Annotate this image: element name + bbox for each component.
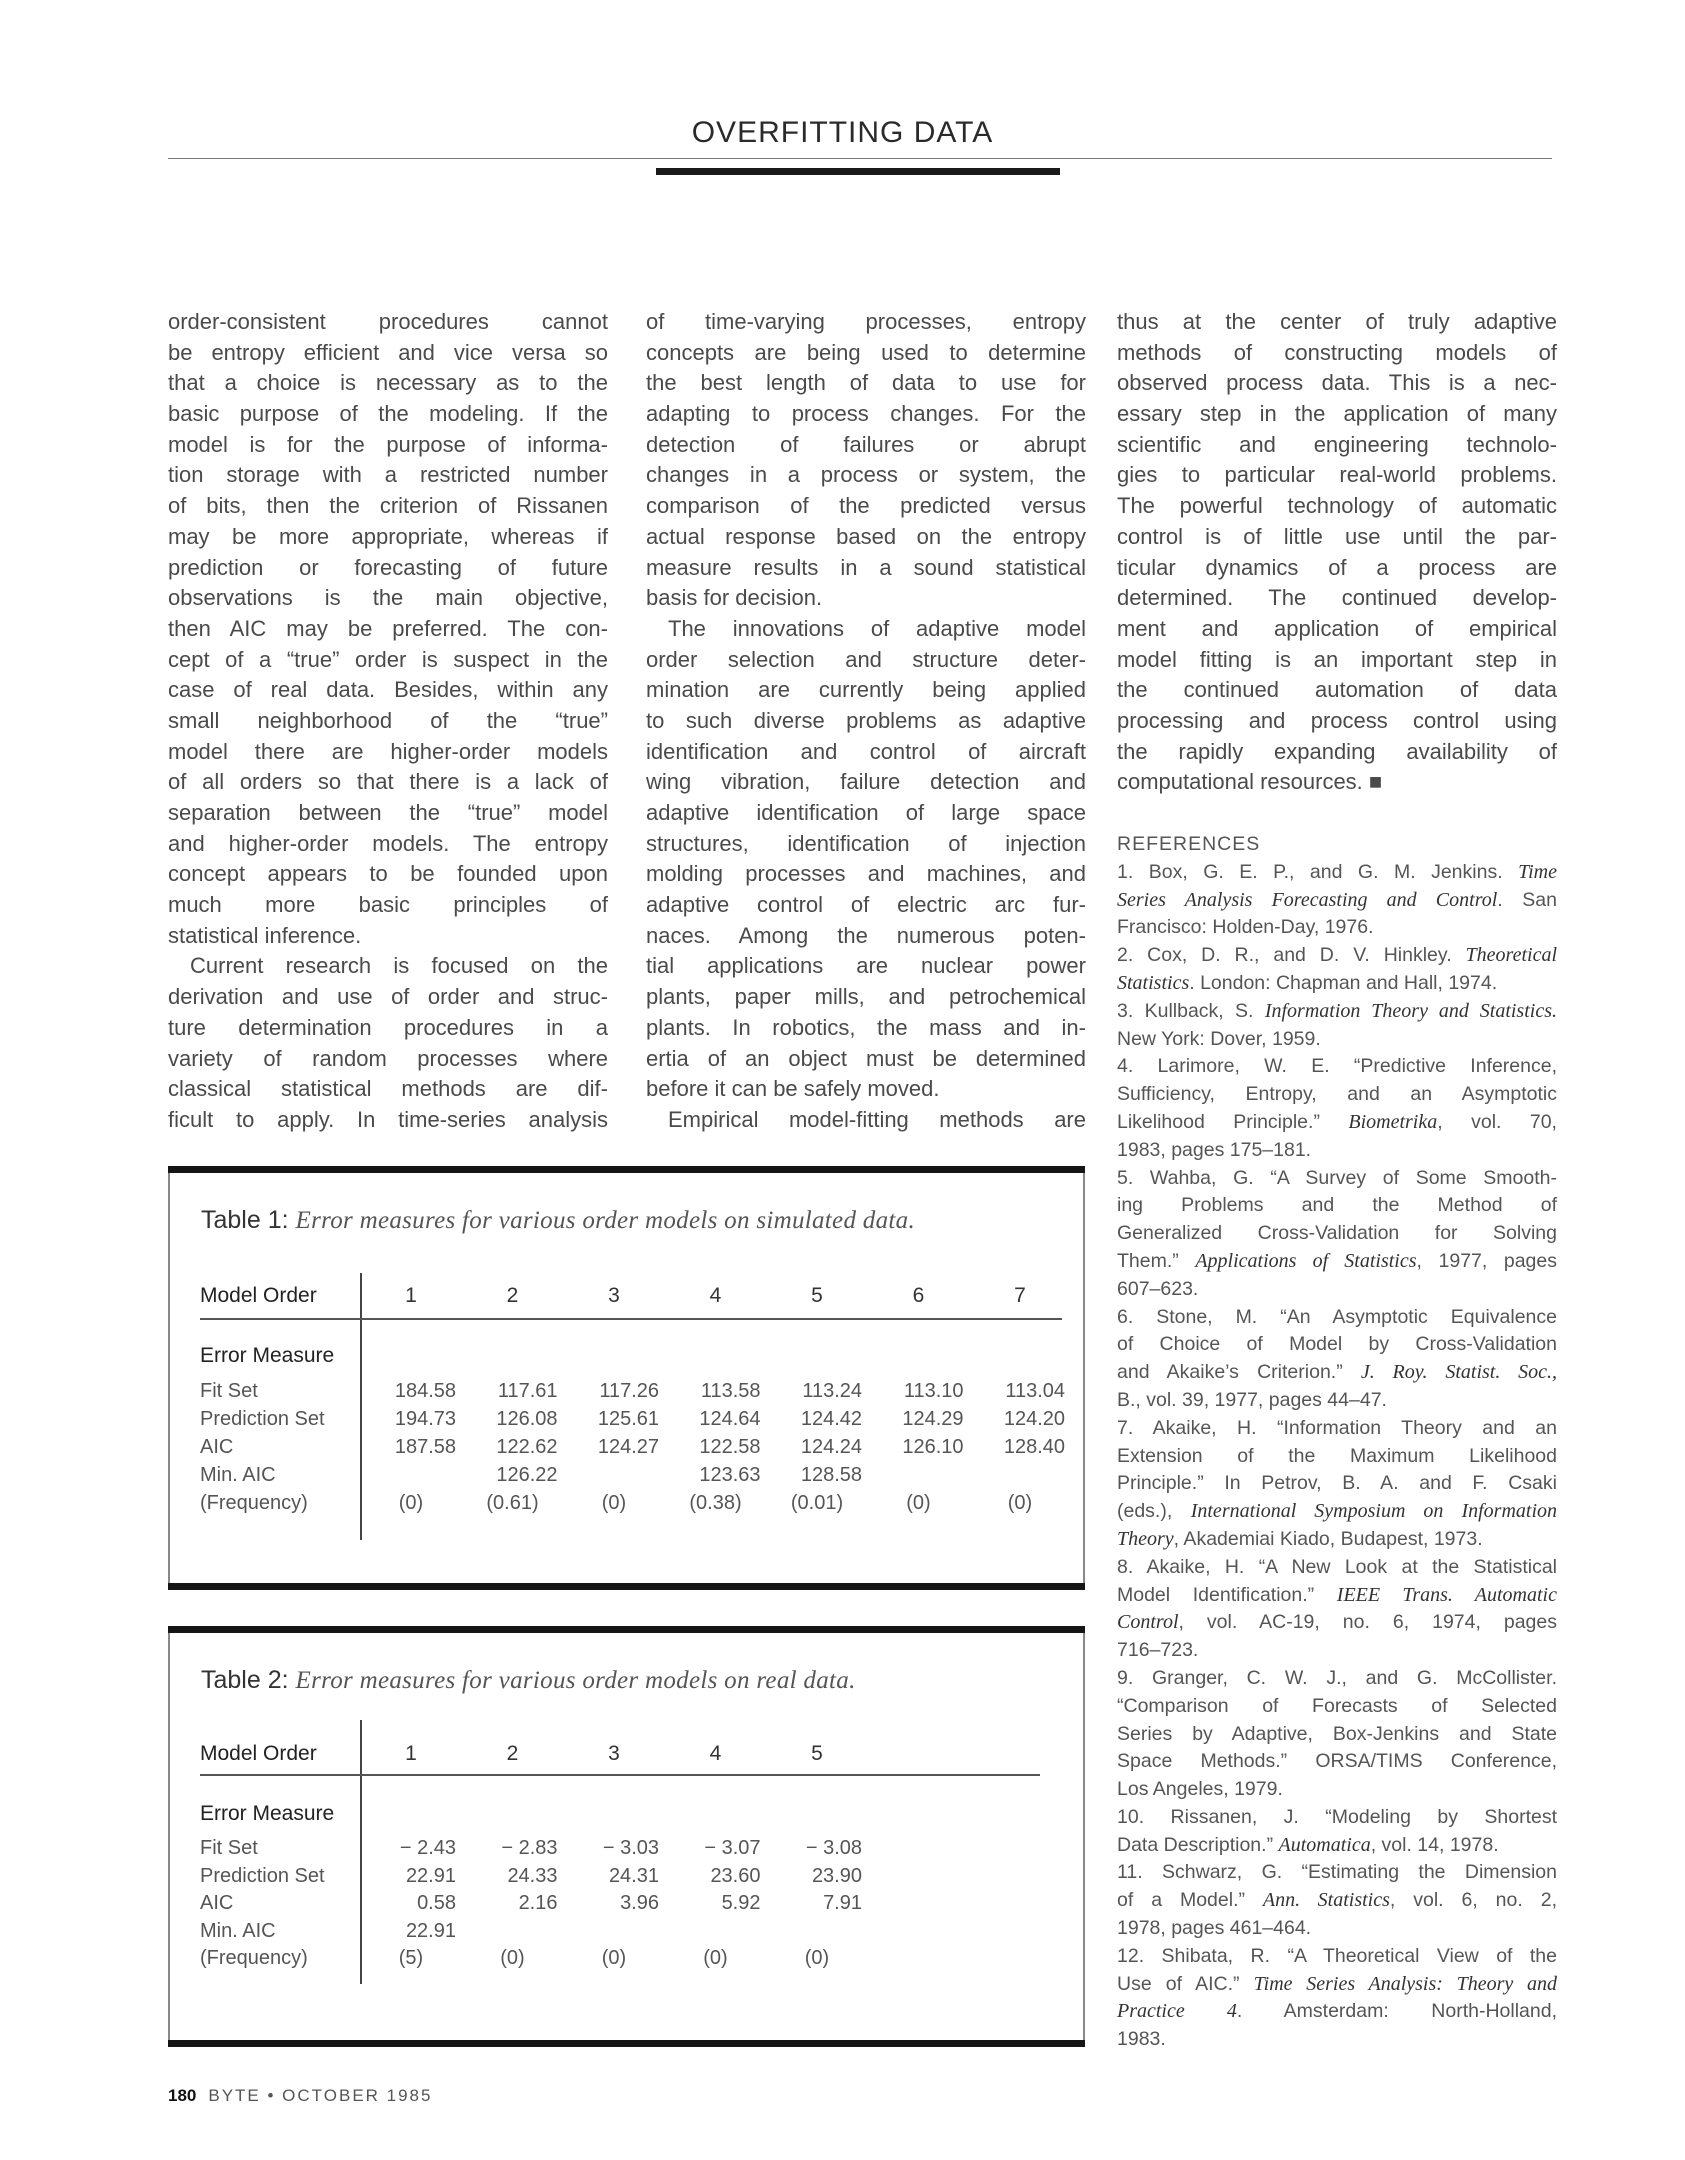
- reference-text: 5. Wahba, G. “A Survey of Some Smooth-: [1117, 1166, 1557, 1189]
- table-cell: 113.04: [1005, 1380, 1065, 1402]
- text-line: statistical inference.: [168, 922, 362, 948]
- table-caption-text: Error measures for various order models on simulated data.: [295, 1207, 915, 1234]
- body-column-2: [646, 307, 1086, 1136]
- reference-item: [1117, 942, 1557, 998]
- page-number: 180: [168, 2086, 197, 2105]
- table-bottom-bar: [168, 2040, 1085, 2047]
- table-header-rule: [200, 1774, 1040, 1776]
- reference-title: J. Roy. Statist. Soc.,: [1360, 1361, 1557, 1384]
- reference-line: [1117, 1192, 1557, 1220]
- table-vertical-rule: [360, 1720, 362, 1984]
- text-line: the rapidly expanding availability of: [1117, 738, 1557, 764]
- text-line: computational resources. ■: [1117, 769, 1383, 795]
- reference-item: [1117, 1554, 1557, 1665]
- reference-line: [1117, 914, 1557, 942]
- reference-line: [1117, 1582, 1557, 1610]
- model-order-4: 4: [709, 1742, 722, 1765]
- reference-text: , vol. 6, no. 2,: [1389, 1889, 1557, 1912]
- table-cell: 128.40: [1003, 1436, 1065, 1458]
- reference-line: [1117, 970, 1557, 998]
- reference-text: 9. Granger, C. W. J., and G. McCollister.: [1117, 1666, 1557, 1689]
- reference-text: . San: [1497, 888, 1557, 911]
- table-cell: 117.61: [497, 1380, 558, 1402]
- table-cell: 5.92: [721, 1892, 761, 1914]
- table-vertical-rule: [360, 1273, 362, 1540]
- reference-line: [1117, 998, 1557, 1026]
- reference-title: Series Analysis Forecasting and Control: [1117, 888, 1498, 911]
- body-column-1: [168, 307, 608, 1136]
- table-cell: (0.61): [486, 1492, 539, 1514]
- text-line: may be more appropriate, whereas if: [168, 523, 608, 549]
- reference-title: Practice 4: [1117, 2000, 1237, 2023]
- text-line: Current research is focused on the: [190, 953, 608, 979]
- table-top-bar: [168, 1166, 1085, 1173]
- table-cell: − 3.08: [805, 1837, 862, 1859]
- reference-line: [1117, 1637, 1557, 1665]
- reference-title: Applications of Statistics: [1195, 1249, 1417, 1272]
- reference-text: Use of AIC.”: [1117, 1972, 1254, 1995]
- table-cell: 125.61: [597, 1408, 659, 1430]
- text-line: of bits, then the criterion of Rissanen: [168, 493, 608, 519]
- model-order-4: 4: [709, 1284, 722, 1307]
- table-cell: (0): [601, 1947, 627, 1969]
- row-label: AIC: [200, 1436, 234, 1458]
- text-line: model is for the purpose of informa-: [168, 431, 608, 457]
- reference-text: Space Methods.” ORSA/TIMS Conference,: [1117, 1750, 1557, 1773]
- reference-text: 12. Shibata, R. “A Theoretical View of the: [1117, 1944, 1557, 1967]
- table-cell: 124.64: [699, 1408, 761, 1430]
- text-line: then AIC may be preferred. The con-: [168, 615, 608, 641]
- text-line: small neighborhood of the “true”: [168, 707, 608, 733]
- reference-text: Sufficiency, Entropy, and an Asymptotic: [1117, 1083, 1557, 1106]
- reference-line: [1117, 1248, 1557, 1276]
- body-column-3: [1117, 307, 1557, 798]
- model-order-6: 6: [912, 1284, 925, 1307]
- reference-text: 2. Cox, D. R., and D. V. Hinkley.: [1117, 944, 1466, 967]
- reference-text: Data Description.”: [1117, 1833, 1279, 1856]
- text-line: comparison of the predicted versus: [646, 493, 1086, 519]
- reference-text: Los Angeles, 1979.: [1117, 1778, 1283, 1801]
- model-order-3: 3: [608, 1742, 620, 1765]
- text-line: The innovations of adaptive model: [668, 615, 1086, 641]
- text-line: essary step in the application of many: [1117, 401, 1557, 427]
- table-cell: 3.96: [620, 1892, 659, 1914]
- reference-line: [1117, 2026, 1557, 2054]
- reference-text: Principle.” In Petrov, B. A. and F. Csaki: [1117, 1472, 1557, 1495]
- table-cell: 22.91: [405, 1864, 456, 1887]
- row-label: (Frequency): [200, 1492, 308, 1514]
- reference-line: [1117, 1693, 1557, 1721]
- reference-line: [1117, 1971, 1557, 1999]
- model-order-1: 1: [405, 1284, 417, 1307]
- text-line: order selection and structure deter-: [646, 646, 1086, 672]
- reference-text: 11. Schwarz, G. “Estimating the Dimension: [1117, 1861, 1557, 1884]
- reference-line: [1117, 1304, 1557, 1332]
- reference-text: of Choice of Model by Cross-Validation: [1117, 1333, 1557, 1356]
- reference-text: , vol. 70,: [1437, 1110, 1557, 1133]
- text-line: and higher-order models. The entropy: [168, 830, 608, 856]
- text-line: methods of constructing models of: [1117, 339, 1557, 365]
- reference-line: [1117, 1165, 1557, 1193]
- reference-item: [1117, 1943, 1557, 2054]
- table-label: Table 1:: [201, 1206, 289, 1234]
- reference-item: [1117, 1804, 1557, 1860]
- reference-text: 10. Rissanen, J. “Modeling by Shortest: [1117, 1805, 1557, 1828]
- text-line: derivation and use of order and struc-: [168, 984, 608, 1010]
- reference-title: Theoretical: [1465, 944, 1557, 967]
- table-cell: 24.33: [507, 1864, 558, 1887]
- table-cell: 122.58: [699, 1436, 761, 1458]
- publication-info: BYTE • OCTOBER 1985: [208, 2086, 433, 2105]
- reference-line: [1117, 859, 1557, 887]
- row-label: Fit Set: [200, 1380, 258, 1402]
- table-cell: (0): [1007, 1492, 1033, 1514]
- table-caption: [201, 1206, 915, 1235]
- reference-title: Ann. Statistics: [1262, 1889, 1390, 1912]
- table-cell: 122.62: [496, 1436, 558, 1458]
- row-label: (Frequency): [200, 1947, 308, 1969]
- table-cell: 126.22: [496, 1464, 558, 1486]
- text-line: that a choice is necessary as to the: [168, 370, 608, 396]
- row-label: Min. AIC: [200, 1919, 276, 1942]
- reference-text: Extension of the Maximum Likelihood: [1117, 1444, 1557, 1467]
- text-line: of all orders so that there is a lack of: [168, 769, 608, 795]
- table-cell: (5): [398, 1947, 424, 1969]
- text-line: adapting to process changes. For the: [646, 401, 1086, 427]
- text-line: processing and process control using: [1117, 707, 1557, 733]
- reference-line: [1117, 1220, 1557, 1248]
- reference-text: 716–723.: [1117, 1639, 1199, 1662]
- table-cell: − 2.43: [399, 1837, 456, 1859]
- table-cell: 7.91: [823, 1892, 862, 1914]
- table-cell: (0.38): [689, 1492, 742, 1514]
- reference-line: [1117, 1053, 1557, 1081]
- table-cell: 22.91: [405, 1919, 456, 1942]
- text-line: molding processes and machines, and: [646, 861, 1086, 887]
- text-line: to such diverse problems as adaptive: [646, 707, 1086, 733]
- text-line: basic purpose of the modeling. If the: [168, 401, 608, 427]
- reference-title: Information Theory and Statistics.: [1264, 999, 1557, 1022]
- text-line: thus at the center of truly adaptive: [1117, 309, 1557, 334]
- table-cell: 124.29: [902, 1408, 964, 1430]
- row-label: Min. AIC: [200, 1464, 276, 1486]
- text-line: model there are higher-order models: [168, 738, 608, 764]
- table-caption-text: Error measures for various order models on real data.: [295, 1667, 856, 1694]
- references-list: [1117, 859, 1557, 2054]
- table-cell: 126.08: [496, 1408, 558, 1430]
- reference-line: [1117, 1331, 1557, 1359]
- text-line: ture determination procedures in a: [168, 1014, 608, 1040]
- text-line: observed process data. This is a nec-: [1117, 370, 1557, 396]
- text-line: of time-varying processes, entropy: [646, 309, 1086, 334]
- reference-line: [1117, 1276, 1557, 1304]
- table-cell: 124.42: [800, 1408, 862, 1430]
- reference-text: New York: Dover, 1959.: [1117, 1027, 1321, 1050]
- table-2: [168, 1628, 1085, 2047]
- table-cell: − 3.03: [602, 1837, 659, 1859]
- text-line: order-consistent procedures cannot: [168, 309, 608, 334]
- reference-text: 1983.: [1117, 2028, 1166, 2051]
- text-line: gies to particular real-world problems.: [1117, 462, 1557, 488]
- text-line: be entropy efficient and vice versa so: [168, 339, 608, 365]
- reference-text: Series by Adaptive, Box-Jenkins and State: [1117, 1722, 1557, 1745]
- table-cell: (0): [500, 1947, 525, 1969]
- reference-text: (eds.),: [1117, 1500, 1191, 1523]
- reference-text: of a Model.”: [1117, 1889, 1263, 1912]
- error-measure-label: Error Measure: [200, 1344, 335, 1367]
- text-line: much more basic principles of: [168, 892, 608, 918]
- text-line: cept of a “true” order is suspect in the: [168, 646, 608, 672]
- reference-line: [1117, 1665, 1557, 1693]
- table-cell: 124.27: [597, 1436, 659, 1458]
- table-cell: 23.90: [811, 1864, 862, 1887]
- reference-line: [1117, 1832, 1557, 1860]
- table-cell: (0): [601, 1492, 627, 1514]
- text-line: ment and application of empirical: [1117, 615, 1557, 641]
- text-line: the best length of data to use for: [646, 370, 1086, 396]
- model-order-1: 1: [405, 1742, 417, 1765]
- table-cell: 0.58: [417, 1892, 456, 1914]
- header-bar: [656, 168, 1060, 175]
- text-line: control is of little use until the par-: [1117, 523, 1557, 549]
- reference-line: [1117, 1415, 1557, 1443]
- reference-title: International Symposium on Information: [1190, 1500, 1557, 1523]
- reference-text: 1983, pages 175–181.: [1117, 1138, 1312, 1161]
- table-top-bar: [168, 1626, 1085, 1633]
- running-header: OVERFITTING DATA: [691, 116, 994, 149]
- reference-item: [1117, 1304, 1557, 1415]
- table-cell: 113.10: [903, 1380, 964, 1402]
- text-line: adaptive control of electric arc fur-: [646, 892, 1086, 918]
- row-label: Fit Set: [200, 1837, 258, 1859]
- references-section: [1117, 831, 1557, 2054]
- row-label: AIC: [200, 1892, 234, 1914]
- text-line: changes in a process or system, the: [646, 462, 1086, 488]
- reference-line: [1117, 1498, 1557, 1526]
- text-line: scientific and engineering technolo-: [1117, 431, 1557, 457]
- reference-text: 7. Akaike, H. “Information Theory and an: [1117, 1416, 1557, 1439]
- reference-title: IEEE Trans. Automatic: [1336, 1583, 1557, 1606]
- reference-item: [1117, 1053, 1557, 1164]
- reference-text: , 1977, pages: [1416, 1249, 1557, 1272]
- reference-line: [1117, 942, 1557, 970]
- reference-text: and Akaike’s Criterion.”: [1117, 1361, 1361, 1384]
- reference-line: [1117, 1137, 1557, 1165]
- row-label: Prediction Set: [200, 1408, 325, 1430]
- reference-line: [1117, 1721, 1557, 1749]
- reference-line: [1117, 1026, 1557, 1054]
- reference-text: 607–623.: [1117, 1277, 1199, 1300]
- text-line: model fitting is an important step in: [1117, 646, 1557, 672]
- text-line: ertia of an object must be determined: [646, 1045, 1086, 1071]
- reference-text: “Comparison of Forecasts of Selected: [1117, 1694, 1557, 1717]
- reference-title: Statistics: [1117, 971, 1190, 994]
- reference-text: 8. Akaike, H. “A New Look at the Statistical: [1117, 1555, 1557, 1578]
- header-rule: [168, 158, 1552, 159]
- reference-text: 6. Stone, M. “An Asymptotic Equivalence: [1117, 1305, 1557, 1328]
- error-measure-label: Error Measure: [200, 1802, 335, 1825]
- reference-line: [1117, 1470, 1557, 1498]
- page-footer: [168, 2086, 432, 2106]
- text-line: plants. In robotics, the mass and in-: [646, 1014, 1086, 1040]
- text-line: Empirical model-fitting methods are: [668, 1106, 1086, 1132]
- text-line: actual response based on the entropy: [646, 523, 1086, 549]
- reference-text: ing Problems and the Method of: [1117, 1194, 1557, 1217]
- reference-title: Time Series Analysis: Theory and: [1253, 1972, 1557, 1995]
- reference-line: [1117, 1359, 1557, 1387]
- reference-line: [1117, 1609, 1557, 1637]
- reference-line: [1117, 1804, 1557, 1832]
- reference-text: 4. Larimore, W. E. “Predictive Inference,: [1117, 1055, 1557, 1078]
- reference-text: B., vol. 39, 1977, pages 44–47.: [1117, 1388, 1387, 1411]
- reference-text: . Amsterdam: North-Holland,: [1236, 2000, 1557, 2023]
- table-cell: (0): [906, 1492, 931, 1514]
- reference-text: , Akademiai Kiado, Budapest, 1973.: [1173, 1527, 1483, 1550]
- table-cell: − 2.83: [501, 1837, 558, 1859]
- reference-line: [1117, 887, 1557, 915]
- table-cell: − 3.07: [704, 1837, 761, 1859]
- reference-item: [1117, 1665, 1557, 1804]
- table-cell: 126.10: [902, 1436, 964, 1458]
- text-line: structures, identification of injection: [646, 830, 1086, 856]
- reference-line: [1117, 1776, 1557, 1804]
- text-line: variety of random processes where: [168, 1045, 608, 1071]
- model-order-3: 3: [608, 1284, 620, 1307]
- table-cell: 117.26: [599, 1380, 659, 1402]
- text-line: determined. The continued develop-: [1117, 585, 1557, 611]
- row-label: Prediction Set: [200, 1864, 325, 1887]
- table-cell: (0.01): [790, 1492, 844, 1514]
- reference-line: [1117, 1943, 1557, 1971]
- model-order-2: 2: [506, 1284, 519, 1307]
- reference-text: Model Identification.”: [1117, 1583, 1337, 1606]
- text-line: concept appears to be founded upon: [168, 861, 608, 887]
- text-line: plants, paper mills, and petrochemical: [646, 984, 1086, 1010]
- text-line: case of real data. Besides, within any: [168, 677, 608, 703]
- text-line: tial applications are nuclear power: [646, 953, 1086, 979]
- text-line: adaptive identification of large space: [646, 800, 1086, 825]
- model-order-label: Model Order: [200, 1284, 317, 1307]
- table-cell: 184.58: [394, 1380, 456, 1402]
- table-cell: 194.73: [394, 1408, 456, 1430]
- table-label: Table 2:: [201, 1666, 289, 1694]
- reference-text: Francisco: Holden-Day, 1976.: [1117, 916, 1374, 939]
- text-line: mination are currently being applied: [646, 677, 1086, 703]
- text-line: prediction or forecasting of future: [168, 554, 608, 580]
- table-cell: 24.31: [608, 1864, 659, 1887]
- reference-line: [1117, 1748, 1557, 1776]
- text-line: separation between the “true” model: [168, 800, 608, 825]
- table-caption: [201, 1666, 856, 1695]
- reference-text: 3. Kullback, S.: [1117, 999, 1265, 1022]
- text-line: detection of failures or abrupt: [646, 431, 1086, 457]
- text-line: before it can be safely moved.: [646, 1076, 940, 1102]
- reference-title: Biometrika: [1348, 1110, 1438, 1133]
- reference-title: Time: [1518, 860, 1557, 883]
- reference-line: [1117, 1554, 1557, 1582]
- reference-text: , vol. 14, 1978.: [1370, 1833, 1499, 1856]
- table-cell: 23.60: [710, 1864, 761, 1887]
- text-line: measure results in a sound statistical: [646, 554, 1086, 580]
- references-heading: REFERENCES: [1117, 833, 1261, 855]
- text-line: basis for decision.: [646, 585, 823, 611]
- model-order-label: Model Order: [200, 1742, 317, 1765]
- text-line: ficult to apply. In time-series analysis: [168, 1106, 608, 1132]
- table-cell: 2.16: [518, 1892, 558, 1914]
- text-line: observations is the main objective,: [168, 585, 608, 611]
- model-order-2: 2: [506, 1742, 519, 1765]
- reference-text: Them.”: [1117, 1249, 1196, 1272]
- reference-line: [1117, 1998, 1557, 2026]
- text-line: naces. Among the numerous poten-: [646, 922, 1086, 948]
- table-bottom-bar: [168, 1583, 1085, 1590]
- reference-title: Control: [1117, 1611, 1179, 1634]
- text-line: wing vibration, failure detection and: [646, 769, 1086, 795]
- table-cell: (0): [398, 1492, 424, 1514]
- reference-line: [1117, 1887, 1557, 1915]
- reference-line: [1117, 1443, 1557, 1471]
- reference-text: . London: Chapman and Hall, 1974.: [1189, 971, 1498, 994]
- reference-item: [1117, 998, 1557, 1054]
- reference-line: [1117, 1081, 1557, 1109]
- text-line: the continued automation of data: [1117, 677, 1557, 703]
- reference-text: 1978, pages 461–464.: [1117, 1917, 1312, 1940]
- table-header-rule: [200, 1318, 1062, 1320]
- text-line: tion storage with a restricted number: [168, 462, 608, 488]
- text-line: classical statistical methods are dif-: [168, 1076, 608, 1102]
- reference-item: [1117, 859, 1557, 942]
- text-line: concepts are being used to determine: [646, 339, 1086, 365]
- table-cell: 113.58: [700, 1380, 761, 1402]
- reference-line: [1117, 1109, 1557, 1137]
- reference-title: Theory: [1117, 1527, 1174, 1550]
- model-order-7: 7: [1014, 1284, 1026, 1307]
- table-cell: 113.24: [802, 1380, 862, 1402]
- table-cell: 187.58: [394, 1436, 456, 1458]
- reference-item: [1117, 1859, 1557, 1942]
- reference-text: Generalized Cross-Validation for Solving: [1117, 1222, 1557, 1245]
- table-cell: 123.63: [699, 1464, 761, 1486]
- reference-text: 1. Box, G. E. P., and G. M. Jenkins.: [1117, 860, 1519, 883]
- model-order-5: 5: [811, 1284, 823, 1307]
- reference-line: [1117, 1387, 1557, 1415]
- reference-line: [1117, 1915, 1557, 1943]
- reference-text: , vol. AC-19, no. 6, 1974, pages: [1178, 1611, 1557, 1634]
- table-cell: 128.58: [800, 1464, 862, 1486]
- reference-item: [1117, 1415, 1557, 1554]
- reference-text: Likelihood Principle.”: [1117, 1110, 1349, 1133]
- table-cell: (0): [804, 1947, 830, 1969]
- text-line: identification and control of aircraft: [646, 738, 1086, 764]
- reference-line: [1117, 1526, 1557, 1554]
- reference-item: [1117, 1165, 1557, 1304]
- text-line: The powerful technology of automatic: [1117, 493, 1557, 519]
- table-cell: 124.20: [1003, 1408, 1065, 1430]
- table-1: [168, 1168, 1085, 1590]
- model-order-5: 5: [811, 1742, 823, 1765]
- reference-title: Automatica: [1278, 1833, 1371, 1856]
- table-cell: 124.24: [800, 1436, 862, 1458]
- table-cell: (0): [703, 1947, 728, 1969]
- text-line: ticular dynamics of a process are: [1117, 554, 1557, 580]
- reference-line: [1117, 1859, 1557, 1887]
